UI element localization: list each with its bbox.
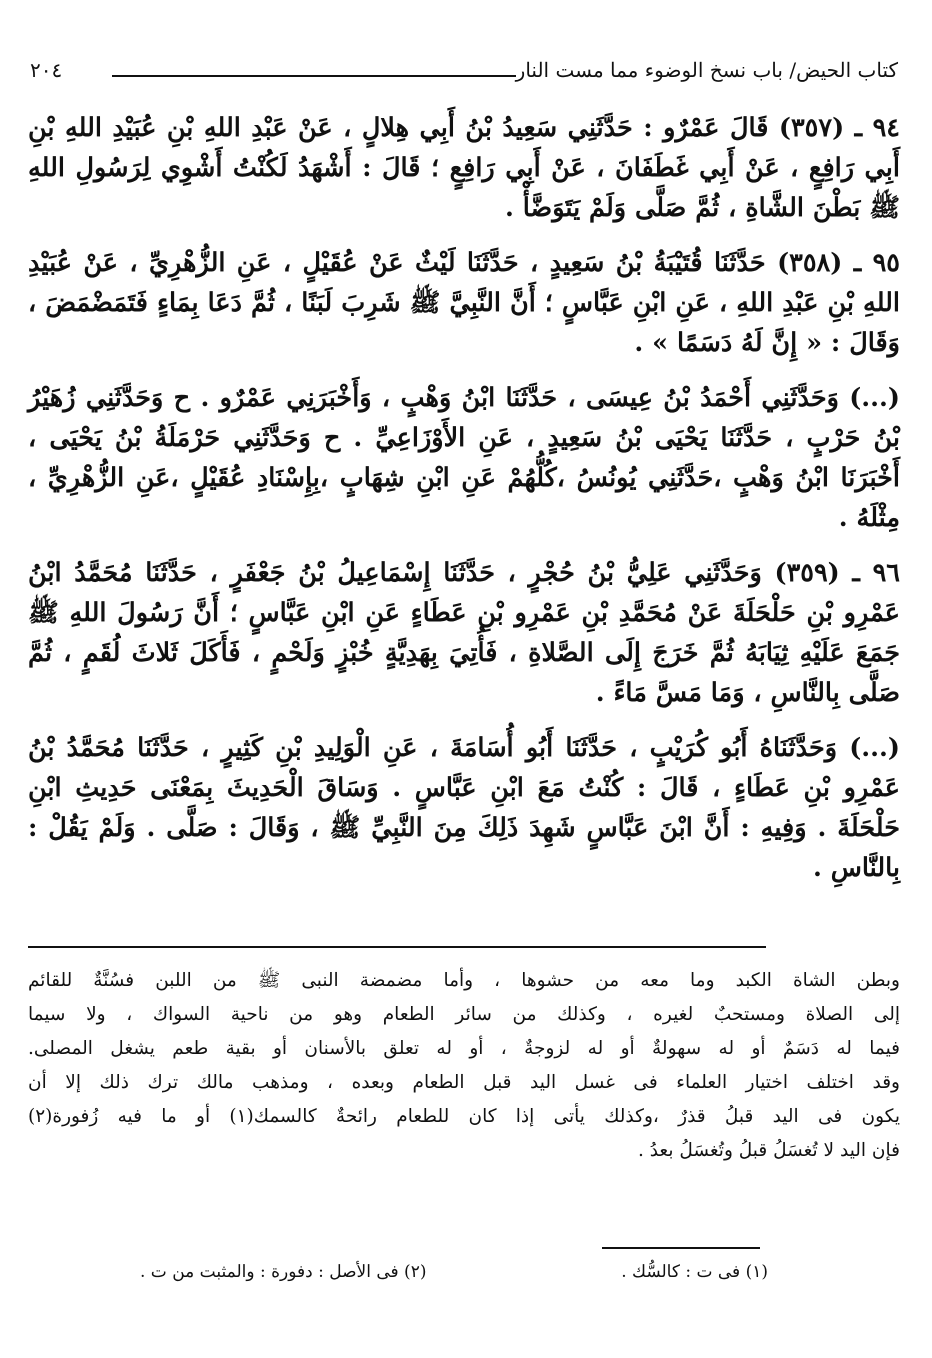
hadith-line: (...) وَحَدَّثَنَاهُ أَبُو كُرَيْبٍ ، حَدَّثَنَا أَبُو أُسَامَةَ ، عَنِ الْوَلِيدِ بْنِ كَثِيرٍ ، حَدَّثَنَا مُحَمَّدُ بْنُ: [28, 733, 900, 763]
hadith-line: ابْنُ عَمْرِو بْنِ حَلْحَلَةَ عَنْ مُحَمَّدِ بْنِ عَمْرِو بْنِ عَطَاءٍ عَنِ ابْنِ عَبَّاسٍ ؛ أَنَّ رَسُولَ اللهِ ﷺ: [28, 558, 900, 628]
hadith-line: اللهِ بْنِ عَبْدِ اللهِ ، عَنِ ابْنِ عَبَّاسٍ ؛ أَنَّ النَّبِيَّ ﷺ شَرِبَ لَبَنًا ، ثُمَّ دَعَا بِمَاءٍ فَتَمَضْمَضَ ، وَقَالَ :: [28, 288, 900, 358]
hadith-paragraph: [28, 553, 900, 713]
hadith-line: الشَّاةِ ، ثُمَّ صَلَّى وَلَمْ يَتَوَضَّأْ .: [505, 193, 804, 223]
hadith-line: (٣٥٩) وَحَدَّثَنِي عَلِيُّ بْنُ حُجْرٍ ، حَدَّثَنَا إِسْمَاعِيلُ بْنُ جَعْفَرٍ ، حَدَّثَنَا مُحَمَّدُ: [74, 558, 840, 588]
hadith-paragraph: [28, 728, 900, 888]
hadith-line: أَبِي رَافِعٍ ، عَنْ أَبِي غَطَفَانَ ، عَنْ أَبِي رَافِعٍ ؛ قَالَ : أَشْهَدُ لَكُنْتُ أَشْوِي لِرَسُولِ اللهِ ﷺ بَطْنَ: [28, 153, 900, 223]
hadith-number: ٩٤ ـ: [854, 113, 900, 143]
hadith-line: بِالنَّاسِ ، وَمَا مَسَّ مَاءً .: [595, 678, 840, 708]
footnote-separator: [602, 1247, 760, 1249]
note-line: يكون فى اليد قبلُ قذرٌ ،وكذلك يأتى إذا كان للطعام رائحةٌ كالسمك(١) أو ما فيه زُفورة(٢): [28, 1106, 900, 1127]
footnotes: [28, 1262, 900, 1292]
hadith-number: ٩٥ ـ: [853, 248, 900, 278]
note-line: وبطن الشاة الكبد وما معه من حشوها ، وأما مضمضة النبى ﷺ من اللبن فسُنَّةٌ للقائم: [28, 970, 900, 991]
hadith-paragraph: [28, 378, 900, 538]
note-line: إلى الصلاة ومستحبٌ لغيره ، وكذلك من سائر الطعام وهو من ناحية السواك ، ولا سيما: [28, 1004, 900, 1025]
header-rule: [112, 75, 516, 77]
hadith-line: (...) وَحَدَّثَنِي أَحْمَدُ بْنُ عِيسَى ، حَدَّثَنَا ابْنُ وَهْبٍ ، وَأَخْبَرَنِي عَمْرٌو . ح وَحَدَّثَنِي: [85, 383, 900, 413]
hadith-line: « إِنَّ لَهُ دَسَمًا » .: [634, 328, 823, 358]
header-title: كتاب الحيض/ باب نسخ الوضوء مما مست النار: [515, 58, 898, 82]
hadith-paragraph: [28, 108, 900, 228]
note-line: وقد اختلف اختيار العلماء فى غسل اليد قبل الطعام وبعده ، ومذهب مالك ترك ذلك إلا أن: [28, 1072, 900, 1093]
note-line: فيما له دَسَمٌ أو له سهولةٌ أو له لزوجةٌ ، أو له تعلق بالأسنان أو بقية طعم يشغل المصلى.: [28, 1038, 900, 1059]
hadith-number: ٩٦ ـ: [852, 558, 900, 588]
hadith-line: جَمَعَ عَلَيْهِ ثِيَابَهُ ثُمَّ خَرَجَ إِلَى الصَّلاةِ ، فَأُتِيَ بِهَدِيَّةٍ خُبْزٍ وَلَحْمٍ ، فَأَكَلَ ثَلاثَ لُقَمٍ ، ثُمَّ صَلَّى: [28, 638, 900, 708]
hadith-body: [28, 108, 900, 903]
footnote-2: (٢) فى الأصل : دفورة : والمثبت من ت .: [140, 1262, 427, 1282]
hadith-paragraph: [28, 243, 900, 363]
hadith-line: عَمْرِو بْنِ عَطَاءٍ ، قَالَ : كُنْتُ مَعَ ابْنِ عَبَّاسٍ . وَسَاقَ الْحَدِيثَ بِمَعْنَى حَدِيثِ ابْنِ حَلْحَلَةَ .: [28, 773, 900, 843]
hadith-line: أَخْبَرَنَا ابْنُ وَهْبٍ ،حَدَّثَنِي يُونُسُ ،كُلُّهُمْ عَنِ ابْنِ شِهَابٍ ،بِإِسْنَادِ عُقَيْلٍ ،عَنِ الزُّهْرِيِّ ، مِثْلَهُ .: [28, 463, 900, 533]
hadith-line: (٣٥٧) قَالَ عَمْرٌو : حَدَّثَنِي سَعِيدُ بْنُ أَبِي هِلالٍ ، عَنْ عَبْدِ اللهِ بْنِ عُبَيْدِ اللهِ بْنِ: [28, 113, 845, 143]
footnote-1: (١) فى ت : كالسُّك .: [621, 1262, 768, 1282]
note-line: فإن اليد لا تُغسَلُ قبلُ وتُغسَلُ بعدُ .: [637, 1140, 900, 1161]
page-number: ٢٠٤: [30, 58, 63, 82]
hadith-line: وَفِيهِ : أَنَّ ابْنَ عَبَّاسٍ شَهِدَ ذَلِكَ مِنَ النَّبِيِّ ﷺ ، وَقَالَ : صَلَّى . وَلَمْ يَقُلْ : بِالنَّاسِ .: [28, 813, 900, 883]
notes-separator: [28, 946, 766, 948]
commentary-notes: [28, 964, 900, 1168]
hadith-line: (٣٥٨) حَدَّثَنَا قُتَيْبَةُ بْنُ سَعِيدٍ ، حَدَّثَنَا لَيْثٌ عَنْ عُقَيْلٍ ، عَنِ الزُّهْرِيِّ ، عَنْ عُبَيْدِ: [28, 248, 843, 278]
running-header: [30, 58, 898, 92]
hadith-line: زُهَيْرُ بْنُ حَرْبٍ ، حَدَّثَنَا يَحْيَى بْنُ سَعِيدٍ ، عَنِ الأَوْزَاعِيِّ . ح وَحَدَّثَنِي حَرْمَلَةُ بْنُ يَحْيَى ،: [28, 383, 900, 453]
